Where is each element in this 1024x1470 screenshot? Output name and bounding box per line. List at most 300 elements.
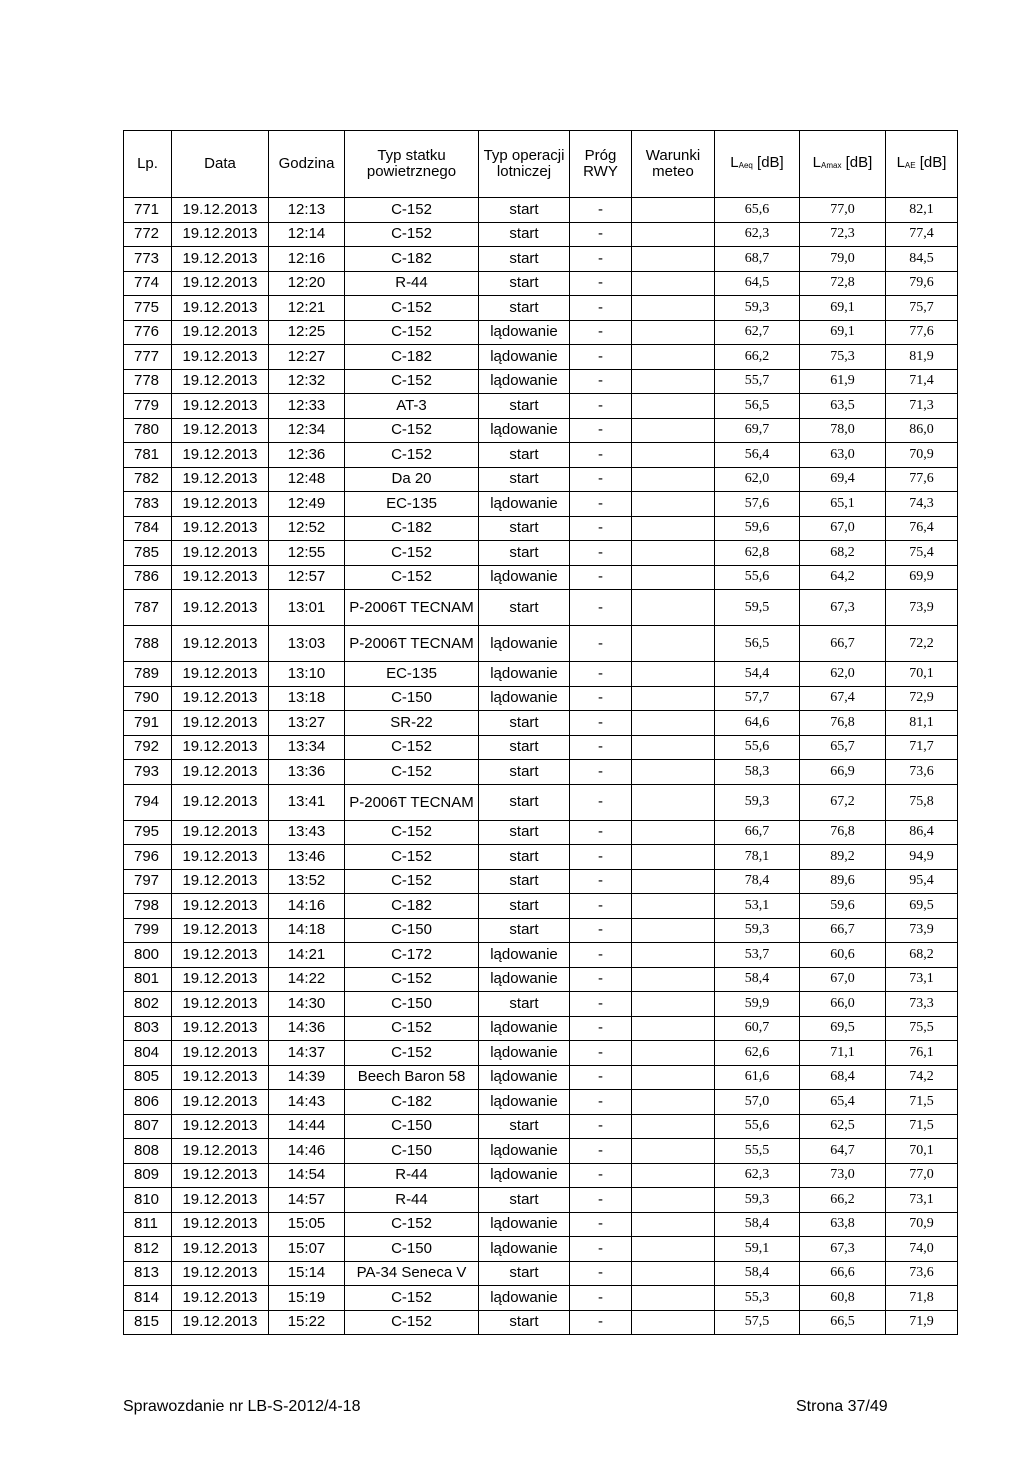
- cell-warunki-meteo: [632, 541, 715, 566]
- cell-prog-rwy: -: [570, 760, 632, 785]
- cell-typ-statku: C-152: [345, 869, 479, 894]
- cell-prog-rwy: -: [570, 492, 632, 517]
- table-row: [124, 1114, 958, 1139]
- cell-lae: 70,9: [886, 1212, 958, 1237]
- cell-typ-operacji: lądowanie: [479, 1212, 570, 1237]
- cell-warunki-meteo: [632, 894, 715, 919]
- cell-prog-rwy: -: [570, 735, 632, 760]
- cell-typ-operacji: start: [479, 918, 570, 943]
- cell-prog-rwy: -: [570, 992, 632, 1017]
- cell-typ-statku: Beech Baron 58: [345, 1065, 479, 1090]
- cell-typ-operacji: start: [479, 247, 570, 272]
- table-row: [124, 516, 958, 541]
- cell-typ-statku: C-152: [345, 760, 479, 785]
- table-row: [124, 198, 958, 223]
- cell-lae: 73,3: [886, 992, 958, 1017]
- cell-data: 19.12.2013: [172, 735, 269, 760]
- table-row: [124, 443, 958, 468]
- cell-warunki-meteo: [632, 1188, 715, 1213]
- cell-warunki-meteo: [632, 869, 715, 894]
- cell-godzina: 12:57: [269, 565, 345, 590]
- cell-typ-statku: C-182: [345, 247, 479, 272]
- cell-lamax: 63,0: [800, 443, 886, 468]
- cell-lamax: 76,8: [800, 711, 886, 736]
- cell-godzina: 14:21: [269, 943, 345, 968]
- cell-warunki-meteo: [632, 784, 715, 820]
- cell-lae: 74,0: [886, 1237, 958, 1262]
- cell-lae: 75,5: [886, 1016, 958, 1041]
- cell-lp: 771: [124, 198, 172, 223]
- table-row: [124, 735, 958, 760]
- cell-typ-statku: C-150: [345, 1237, 479, 1262]
- cell-typ-statku: C-152: [345, 967, 479, 992]
- cell-typ-statku: R-44: [345, 1188, 479, 1213]
- cell-typ-operacji: start: [479, 443, 570, 468]
- table-body: [124, 198, 958, 1335]
- cell-godzina: 12:25: [269, 320, 345, 345]
- cell-laeq: 59,1: [715, 1237, 800, 1262]
- cell-prog-rwy: -: [570, 271, 632, 296]
- cell-data: 19.12.2013: [172, 1188, 269, 1213]
- cell-godzina: 12:13: [269, 198, 345, 223]
- cell-laeq: 62,8: [715, 541, 800, 566]
- cell-typ-statku: C-182: [345, 894, 479, 919]
- cell-lae: 72,2: [886, 626, 958, 662]
- cell-laeq: 64,6: [715, 711, 800, 736]
- cell-typ-operacji: start: [479, 198, 570, 223]
- cell-prog-rwy: -: [570, 1237, 632, 1262]
- cell-prog-rwy: -: [570, 967, 632, 992]
- table-row: [124, 320, 958, 345]
- cell-lamax: 62,5: [800, 1114, 886, 1139]
- table-row: [124, 918, 958, 943]
- header-lae: [886, 131, 958, 198]
- table-row: [124, 1286, 958, 1311]
- cell-laeq: 56,4: [715, 443, 800, 468]
- cell-data: 19.12.2013: [172, 894, 269, 919]
- cell-lamax: 63,8: [800, 1212, 886, 1237]
- cell-laeq: 59,6: [715, 516, 800, 541]
- cell-lae: 86,0: [886, 418, 958, 443]
- header-lp: Lp.: [124, 131, 172, 198]
- cell-lp: 809: [124, 1163, 172, 1188]
- cell-data: 19.12.2013: [172, 711, 269, 736]
- table-row: [124, 1163, 958, 1188]
- cell-data: 19.12.2013: [172, 492, 269, 517]
- cell-warunki-meteo: [632, 626, 715, 662]
- cell-lp: 812: [124, 1237, 172, 1262]
- cell-lamax: 89,6: [800, 869, 886, 894]
- cell-warunki-meteo: [632, 467, 715, 492]
- cell-typ-operacji: start: [479, 845, 570, 870]
- header-prog-rwy: Próg RWY: [570, 131, 632, 198]
- cell-laeq: 62,0: [715, 467, 800, 492]
- cell-lamax: 69,1: [800, 320, 886, 345]
- cell-warunki-meteo: [632, 686, 715, 711]
- cell-laeq: 53,7: [715, 943, 800, 968]
- table-row: [124, 626, 958, 662]
- cell-prog-rwy: -: [570, 198, 632, 223]
- cell-prog-rwy: -: [570, 467, 632, 492]
- cell-lp: 794: [124, 784, 172, 820]
- cell-typ-statku: C-152: [345, 443, 479, 468]
- cell-laeq: 56,5: [715, 394, 800, 419]
- cell-typ-operacji: lądowanie: [479, 418, 570, 443]
- table-row: [124, 1212, 958, 1237]
- cell-lae: 77,6: [886, 467, 958, 492]
- cell-typ-operacji: lądowanie: [479, 1139, 570, 1164]
- cell-godzina: 13:10: [269, 662, 345, 687]
- cell-typ-statku: Da 20: [345, 467, 479, 492]
- table-row: [124, 845, 958, 870]
- table-row: [124, 467, 958, 492]
- cell-typ-statku: C-150: [345, 686, 479, 711]
- table-row: [124, 1188, 958, 1213]
- cell-lae: 79,6: [886, 271, 958, 296]
- cell-typ-statku: C-152: [345, 369, 479, 394]
- cell-data: 19.12.2013: [172, 516, 269, 541]
- cell-godzina: 13:03: [269, 626, 345, 662]
- cell-lae: 77,0: [886, 1163, 958, 1188]
- cell-data: 19.12.2013: [172, 271, 269, 296]
- cell-lae: 70,1: [886, 1139, 958, 1164]
- table-row: [124, 1310, 958, 1335]
- cell-lae: 77,6: [886, 320, 958, 345]
- cell-warunki-meteo: [632, 1065, 715, 1090]
- cell-data: 19.12.2013: [172, 1163, 269, 1188]
- header-laeq-main: L: [730, 153, 739, 171]
- cell-typ-statku: C-152: [345, 820, 479, 845]
- cell-prog-rwy: -: [570, 1016, 632, 1041]
- cell-typ-statku: C-150: [345, 1139, 479, 1164]
- cell-warunki-meteo: [632, 345, 715, 370]
- cell-lamax: 72,8: [800, 271, 886, 296]
- cell-warunki-meteo: [632, 943, 715, 968]
- cell-typ-statku: C-150: [345, 918, 479, 943]
- cell-typ-operacji: start: [479, 222, 570, 247]
- cell-prog-rwy: -: [570, 845, 632, 870]
- cell-data: 19.12.2013: [172, 541, 269, 566]
- cell-data: 19.12.2013: [172, 296, 269, 321]
- cell-lamax: 62,0: [800, 662, 886, 687]
- cell-warunki-meteo: [632, 320, 715, 345]
- cell-lp: 779: [124, 394, 172, 419]
- cell-prog-rwy: -: [570, 369, 632, 394]
- cell-lamax: 71,1: [800, 1041, 886, 1066]
- cell-laeq: 55,5: [715, 1139, 800, 1164]
- cell-lae: 73,9: [886, 918, 958, 943]
- cell-lamax: 63,5: [800, 394, 886, 419]
- cell-lamax: 66,6: [800, 1261, 886, 1286]
- header-lae-unit: [dB]: [915, 153, 947, 171]
- table-row: [124, 1016, 958, 1041]
- cell-lamax: 64,2: [800, 565, 886, 590]
- cell-lae: 73,6: [886, 760, 958, 785]
- cell-lae: 75,4: [886, 541, 958, 566]
- cell-typ-operacji: lądowanie: [479, 320, 570, 345]
- cell-data: 19.12.2013: [172, 1212, 269, 1237]
- cell-warunki-meteo: [632, 516, 715, 541]
- cell-prog-rwy: -: [570, 565, 632, 590]
- cell-typ-statku: EC-135: [345, 662, 479, 687]
- cell-typ-statku: C-152: [345, 735, 479, 760]
- cell-typ-statku: C-152: [345, 1286, 479, 1311]
- cell-godzina: 13:18: [269, 686, 345, 711]
- cell-prog-rwy: -: [570, 820, 632, 845]
- cell-lamax: 73,0: [800, 1163, 886, 1188]
- cell-lp: 808: [124, 1139, 172, 1164]
- cell-lae: 84,5: [886, 247, 958, 272]
- cell-lamax: 67,0: [800, 516, 886, 541]
- cell-warunki-meteo: [632, 565, 715, 590]
- cell-typ-statku: C-152: [345, 222, 479, 247]
- cell-lp: 807: [124, 1114, 172, 1139]
- cell-typ-statku: C-152: [345, 1212, 479, 1237]
- cell-warunki-meteo: [632, 1261, 715, 1286]
- cell-godzina: 14:30: [269, 992, 345, 1017]
- cell-godzina: 13:36: [269, 760, 345, 785]
- cell-prog-rwy: -: [570, 1261, 632, 1286]
- cell-laeq: 66,2: [715, 345, 800, 370]
- cell-warunki-meteo: [632, 394, 715, 419]
- cell-typ-statku: C-152: [345, 320, 479, 345]
- table-row: [124, 760, 958, 785]
- table-row: [124, 222, 958, 247]
- cell-warunki-meteo: [632, 1286, 715, 1311]
- cell-lp: 789: [124, 662, 172, 687]
- cell-lamax: 64,7: [800, 1139, 886, 1164]
- cell-godzina: 12:34: [269, 418, 345, 443]
- cell-lamax: 67,3: [800, 590, 886, 626]
- cell-lae: 76,1: [886, 1041, 958, 1066]
- cell-data: 19.12.2013: [172, 222, 269, 247]
- cell-warunki-meteo: [632, 992, 715, 1017]
- cell-data: 19.12.2013: [172, 1041, 269, 1066]
- cell-warunki-meteo: [632, 918, 715, 943]
- cell-lamax: 66,7: [800, 626, 886, 662]
- cell-prog-rwy: -: [570, 1065, 632, 1090]
- header-laeq: [715, 131, 800, 198]
- cell-warunki-meteo: [632, 492, 715, 517]
- cell-data: 19.12.2013: [172, 662, 269, 687]
- cell-prog-rwy: -: [570, 1139, 632, 1164]
- cell-lamax: 65,1: [800, 492, 886, 517]
- cell-lamax: 67,4: [800, 686, 886, 711]
- cell-laeq: 57,5: [715, 1310, 800, 1335]
- cell-prog-rwy: -: [570, 590, 632, 626]
- cell-godzina: 14:57: [269, 1188, 345, 1213]
- cell-warunki-meteo: [632, 967, 715, 992]
- cell-typ-statku: C-152: [345, 198, 479, 223]
- cell-godzina: 12:33: [269, 394, 345, 419]
- table-row: [124, 894, 958, 919]
- cell-prog-rwy: -: [570, 784, 632, 820]
- cell-data: 19.12.2013: [172, 418, 269, 443]
- cell-typ-operacji: start: [479, 1114, 570, 1139]
- cell-lae: 77,4: [886, 222, 958, 247]
- cell-data: 19.12.2013: [172, 394, 269, 419]
- cell-godzina: 14:22: [269, 967, 345, 992]
- cell-typ-operacji: lądowanie: [479, 369, 570, 394]
- cell-laeq: 55,7: [715, 369, 800, 394]
- cell-lamax: 65,7: [800, 735, 886, 760]
- cell-prog-rwy: -: [570, 1090, 632, 1115]
- cell-godzina: 13:01: [269, 590, 345, 626]
- cell-prog-rwy: -: [570, 443, 632, 468]
- cell-lamax: 69,4: [800, 467, 886, 492]
- cell-laeq: 55,6: [715, 735, 800, 760]
- cell-lp: 772: [124, 222, 172, 247]
- cell-lae: 71,4: [886, 369, 958, 394]
- cell-lae: 73,9: [886, 590, 958, 626]
- cell-prog-rwy: -: [570, 320, 632, 345]
- cell-typ-statku: R-44: [345, 1163, 479, 1188]
- cell-laeq: 55,6: [715, 565, 800, 590]
- cell-typ-statku: C-182: [345, 1090, 479, 1115]
- cell-data: 19.12.2013: [172, 1261, 269, 1286]
- cell-warunki-meteo: [632, 662, 715, 687]
- cell-data: 19.12.2013: [172, 1065, 269, 1090]
- cell-data: 19.12.2013: [172, 1237, 269, 1262]
- cell-typ-operacji: start: [479, 271, 570, 296]
- cell-lp: 787: [124, 590, 172, 626]
- cell-typ-operacji: lądowanie: [479, 943, 570, 968]
- table-row: [124, 784, 958, 820]
- cell-prog-rwy: -: [570, 1212, 632, 1237]
- cell-godzina: 13:27: [269, 711, 345, 736]
- table-row: [124, 541, 958, 566]
- cell-lp: 799: [124, 918, 172, 943]
- cell-lp: 778: [124, 369, 172, 394]
- cell-typ-operacji: start: [479, 894, 570, 919]
- cell-lamax: 59,6: [800, 894, 886, 919]
- cell-typ-operacji: lądowanie: [479, 345, 570, 370]
- cell-godzina: 13:41: [269, 784, 345, 820]
- cell-prog-rwy: -: [570, 247, 632, 272]
- cell-warunki-meteo: [632, 1139, 715, 1164]
- cell-data: 19.12.2013: [172, 369, 269, 394]
- cell-godzina: 13:34: [269, 735, 345, 760]
- cell-warunki-meteo: [632, 1090, 715, 1115]
- table-row: [124, 1237, 958, 1262]
- cell-lae: 74,3: [886, 492, 958, 517]
- cell-laeq: 66,7: [715, 820, 800, 845]
- cell-lp: 793: [124, 760, 172, 785]
- header-lamax-main: L: [812, 153, 822, 171]
- cell-laeq: 53,1: [715, 894, 800, 919]
- cell-prog-rwy: -: [570, 1041, 632, 1066]
- cell-godzina: 12:20: [269, 271, 345, 296]
- table-row: [124, 869, 958, 894]
- cell-laeq: 56,5: [715, 626, 800, 662]
- cell-lp: 815: [124, 1310, 172, 1335]
- cell-lp: 773: [124, 247, 172, 272]
- cell-lp: 800: [124, 943, 172, 968]
- cell-godzina: 14:39: [269, 1065, 345, 1090]
- cell-prog-rwy: -: [570, 662, 632, 687]
- cell-typ-operacji: start: [479, 760, 570, 785]
- header-lamax: [800, 131, 886, 198]
- cell-typ-operacji: start: [479, 992, 570, 1017]
- cell-lamax: 67,3: [800, 1237, 886, 1262]
- cell-data: 19.12.2013: [172, 943, 269, 968]
- cell-data: 19.12.2013: [172, 467, 269, 492]
- cell-typ-statku: C-150: [345, 1114, 479, 1139]
- cell-godzina: 15:05: [269, 1212, 345, 1237]
- cell-data: 19.12.2013: [172, 247, 269, 272]
- cell-typ-operacji: lądowanie: [479, 1016, 570, 1041]
- cell-lae: 76,4: [886, 516, 958, 541]
- cell-lamax: 78,0: [800, 418, 886, 443]
- table-row: [124, 1261, 958, 1286]
- header-typ-statku: Typ statku powietrznego: [345, 131, 479, 198]
- cell-lae: 71,9: [886, 1310, 958, 1335]
- cell-laeq: 58,4: [715, 1261, 800, 1286]
- cell-data: 19.12.2013: [172, 565, 269, 590]
- cell-data: 19.12.2013: [172, 784, 269, 820]
- cell-typ-operacji: start: [479, 1188, 570, 1213]
- cell-godzina: 14:37: [269, 1041, 345, 1066]
- cell-laeq: 60,7: [715, 1016, 800, 1041]
- header-warunki-meteo: Warunki meteo: [632, 131, 715, 198]
- cell-warunki-meteo: [632, 735, 715, 760]
- header-laeq-unit: [dB]: [752, 153, 784, 171]
- cell-lamax: 89,2: [800, 845, 886, 870]
- cell-godzina: 14:43: [269, 1090, 345, 1115]
- cell-godzina: 12:52: [269, 516, 345, 541]
- table-row: [124, 296, 958, 321]
- cell-data: 19.12.2013: [172, 820, 269, 845]
- cell-lp: 774: [124, 271, 172, 296]
- table-row: [124, 662, 958, 687]
- cell-prog-rwy: -: [570, 418, 632, 443]
- header-lae-sub: AE: [904, 160, 916, 170]
- cell-lae: 69,9: [886, 565, 958, 590]
- table-row: [124, 992, 958, 1017]
- cell-godzina: 14:36: [269, 1016, 345, 1041]
- cell-lp: 788: [124, 626, 172, 662]
- cell-lae: 69,5: [886, 894, 958, 919]
- cell-godzina: 12:14: [269, 222, 345, 247]
- cell-lamax: 60,8: [800, 1286, 886, 1311]
- cell-prog-rwy: -: [570, 1310, 632, 1335]
- cell-prog-rwy: -: [570, 296, 632, 321]
- cell-data: 19.12.2013: [172, 760, 269, 785]
- cell-laeq: 55,6: [715, 1114, 800, 1139]
- cell-prog-rwy: -: [570, 1286, 632, 1311]
- cell-lae: 71,5: [886, 1090, 958, 1115]
- cell-lae: 94,9: [886, 845, 958, 870]
- cell-warunki-meteo: [632, 711, 715, 736]
- cell-typ-statku: C-172: [345, 943, 479, 968]
- table-row: [124, 247, 958, 272]
- cell-prog-rwy: -: [570, 626, 632, 662]
- cell-warunki-meteo: [632, 1237, 715, 1262]
- cell-lamax: 66,2: [800, 1188, 886, 1213]
- cell-lamax: 66,7: [800, 918, 886, 943]
- table-row: [124, 711, 958, 736]
- cell-laeq: 62,7: [715, 320, 800, 345]
- table-row: [124, 565, 958, 590]
- cell-godzina: 14:16: [269, 894, 345, 919]
- cell-lae: 95,4: [886, 869, 958, 894]
- cell-lp: 784: [124, 516, 172, 541]
- cell-typ-statku: C-152: [345, 541, 479, 566]
- cell-laeq: 59,5: [715, 590, 800, 626]
- cell-lae: 70,9: [886, 443, 958, 468]
- cell-prog-rwy: -: [570, 541, 632, 566]
- header-laeq-sub: Aeq: [738, 160, 753, 170]
